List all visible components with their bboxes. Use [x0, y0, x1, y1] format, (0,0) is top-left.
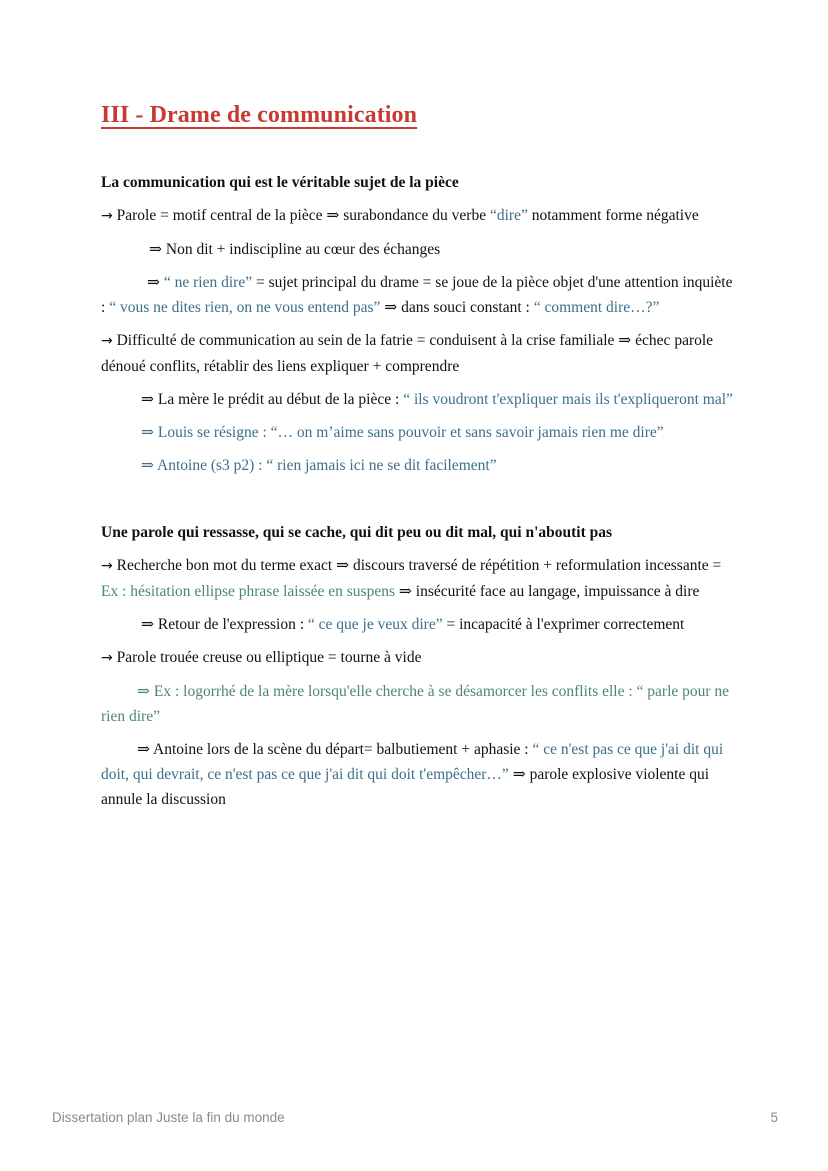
example: Ex : hésitation ellipse phrase laissée en suspens: [101, 583, 396, 600]
paragraph: [101, 387, 737, 412]
text: Difficulté de communication au sein de la fatrie = conduisent à la crise familiale: [112, 332, 619, 349]
paragraph: [101, 612, 737, 637]
implies-icon: ⇒: [380, 299, 398, 316]
implies-icon: ⇒: [395, 583, 412, 600]
text: Parole = motif central de la pièce: [112, 207, 327, 224]
implies-icon: ⇒: [326, 207, 340, 224]
quote: “ ils voudront t'expliquer mais ils t'expliqueront mal”: [403, 391, 733, 408]
footer-document-title: Dissertation plan Juste la fin du monde: [52, 1110, 285, 1125]
example: Ex : logorrhé de la mère lorsqu'elle cherche à se désamorcer les conflits elle : “ parle pour ne rien dire”: [101, 683, 730, 725]
quote: “ vous ne dites rien, on ne vous entend pas”: [109, 299, 381, 316]
text: Recherche bon mot du terme exact: [112, 557, 337, 574]
implies-icon: ⇒: [137, 683, 150, 700]
text: dans souci constant :: [397, 299, 534, 316]
implies-icon: ⇒: [141, 391, 154, 408]
page-content: [101, 98, 737, 812]
right-arrow-icon: →: [101, 333, 113, 349]
paragraph: [101, 237, 737, 262]
paragraph: [101, 203, 737, 229]
paragraph: [101, 328, 737, 379]
quote: “ comment dire…?”: [533, 299, 660, 316]
text: = incapacité à l'exprimer correctement: [442, 616, 685, 633]
text: Antoine lors de la scène du départ= balbutiement + aphasie :: [150, 741, 533, 758]
subsection-heading-2: Une parole qui ressasse, qui se cache, qui dit peu ou dit mal, qui n'aboutit pas: [101, 524, 613, 541]
page-number: 5: [770, 1110, 778, 1125]
text: échec parole dénoué conflits, rétablir des liens expliquer + comprendre: [101, 332, 714, 375]
text: insécurité face au langage, impuissance à dire: [411, 583, 700, 600]
section-title: III - Drame de communication: [101, 102, 418, 128]
paragraph: [101, 553, 737, 604]
implies-icon: ⇒: [147, 274, 160, 291]
implies-icon: ⇒: [137, 741, 150, 758]
implies-icon: ⇒: [149, 241, 162, 258]
paragraph: [101, 679, 737, 729]
implies-icon: ⇒: [141, 457, 154, 474]
quote: “ ne rien dire”: [160, 274, 253, 291]
text: Parole trouée creuse ou elliptique = tourne à vide: [112, 649, 422, 666]
paragraph: [101, 737, 737, 812]
text: notamment forme négative: [527, 207, 699, 224]
text: La mère le prédit au début de la pièce :: [154, 391, 404, 408]
right-arrow-icon: →: [101, 650, 113, 666]
subsection-heading-1: La communication qui est le véritable sujet de la pièce: [101, 174, 459, 191]
paragraph: [101, 453, 737, 478]
quote: “ ce que je veux dire”: [307, 616, 443, 633]
implies-icon: ⇒: [141, 424, 154, 441]
implies-icon: ⇒: [508, 766, 526, 783]
right-arrow-icon: →: [101, 208, 113, 224]
implies-icon: ⇒: [336, 557, 350, 574]
paragraph: [101, 645, 737, 671]
implies-icon: ⇒: [618, 332, 632, 349]
text: Retour de l'expression :: [154, 616, 308, 633]
text: = sujet principal du drame = se joue de la pièce objet d'une attention inquiète :: [101, 274, 733, 316]
quote: Louis se résigne : “… on m’aime sans pouvoir et sans savoir jamais rien me dire”: [154, 424, 664, 441]
text: surabondance du verbe: [339, 207, 490, 224]
quote: “dire”: [489, 207, 528, 224]
paragraph: [101, 420, 737, 445]
text: parole explosive violente qui annule la discussion: [101, 766, 710, 808]
page-footer: [52, 1110, 778, 1125]
quote: Antoine (s3 p2) : “ rien jamais ici ne se dit facilement”: [154, 457, 497, 474]
text: Non dit + indiscipline au cœur des échanges: [162, 241, 441, 258]
implies-icon: ⇒: [141, 616, 154, 633]
quote: “ ce n'est pas ce que j'ai dit qui doit, qui devrait, ce n'est pas ce que j'ai dit qui doit t'empêcher…”: [101, 741, 724, 783]
paragraph: [101, 270, 737, 320]
right-arrow-icon: →: [101, 558, 113, 574]
text: discours traversé de répétition + reformulation incessante =: [349, 557, 722, 574]
